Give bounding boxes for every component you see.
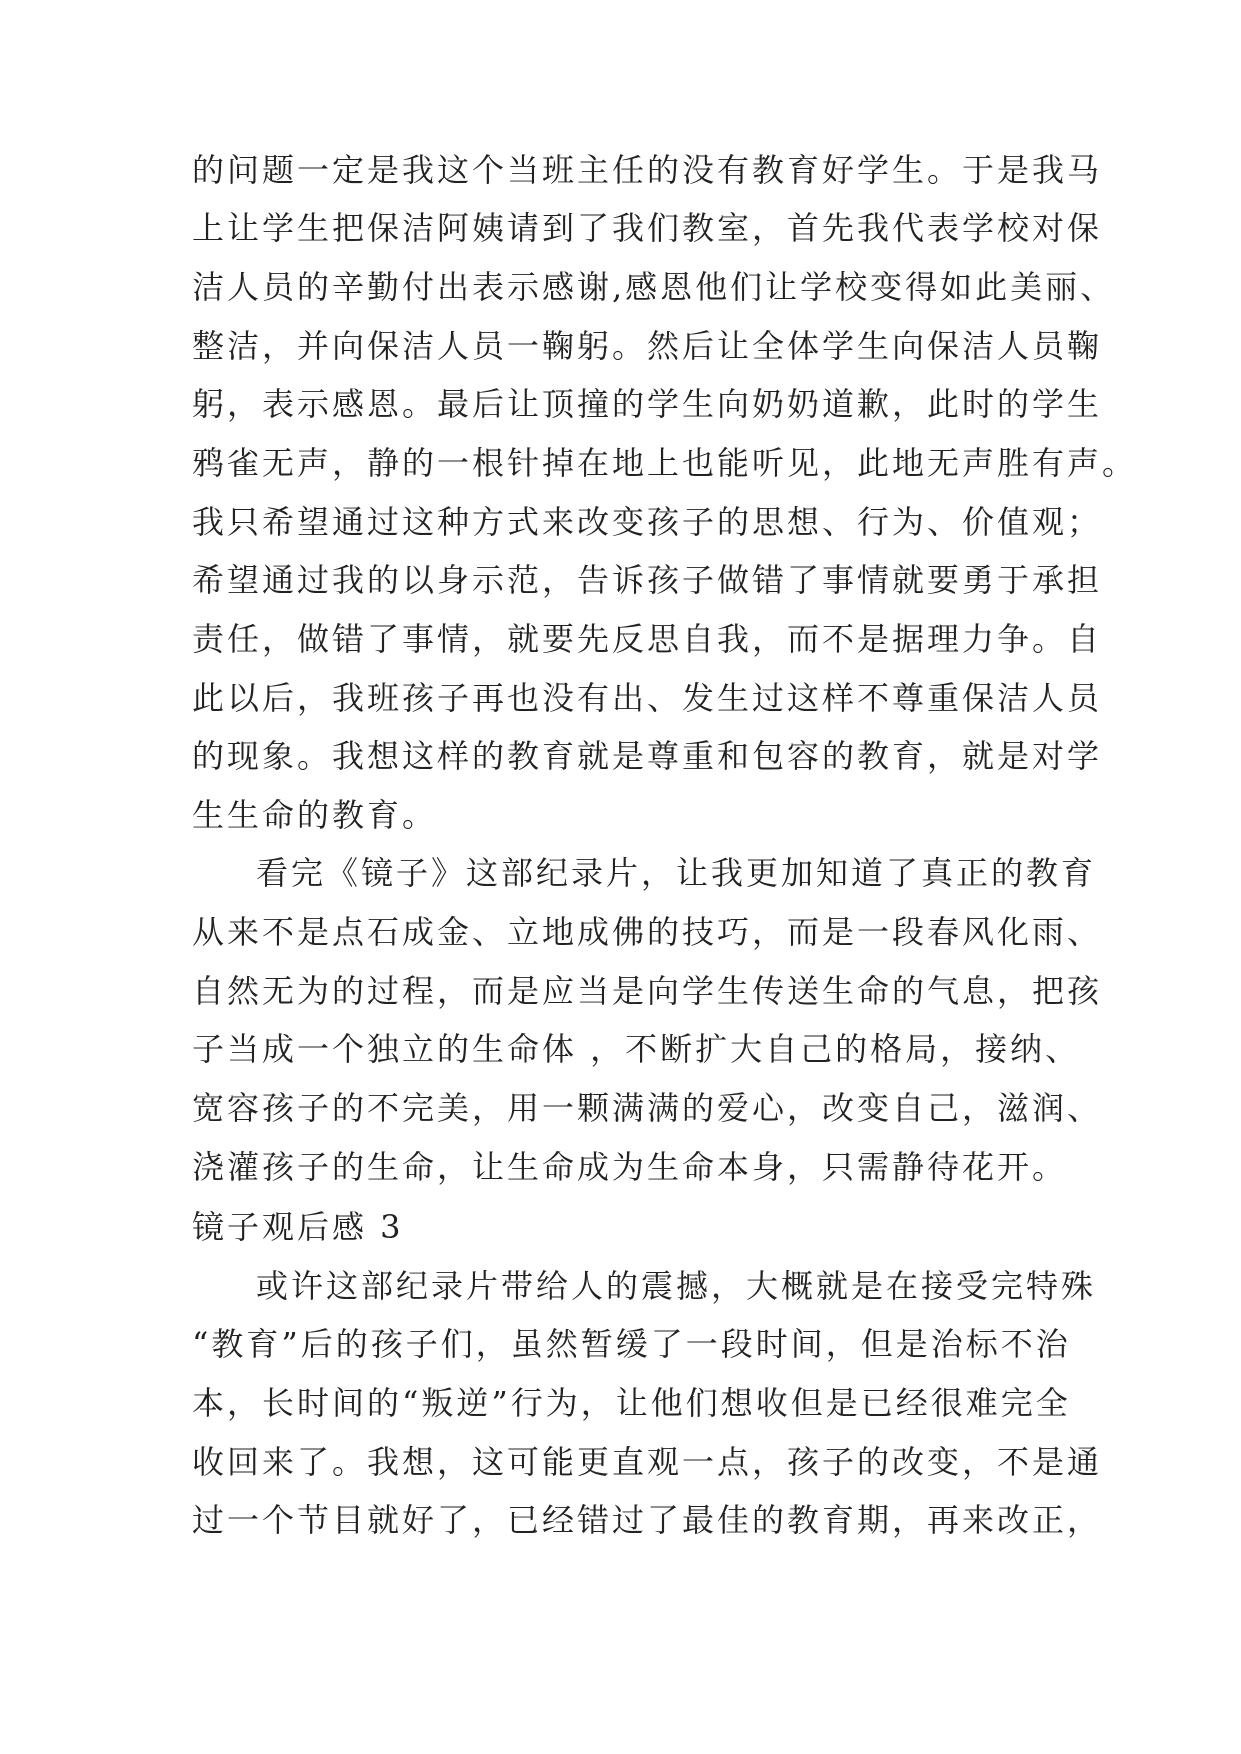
paragraph-line: 我只希望通过这种方式来改变孩子的思想、行为、价值观；: [192, 503, 1103, 541]
paragraph-line: 或许这部纪录片带给人的震撼，大概就是在接受完特殊: [256, 1267, 1097, 1305]
paragraph-line: 上让学生把保洁阿姨请到了我们教室，首先我代表学校对保: [192, 209, 1103, 247]
paragraph-line: 鸦雀无声，静的一根针掉在地上也能听见，此地无声胜有声。: [192, 444, 1138, 482]
paragraph-line: 此以后，我班孩子再也没有出、发生过这样不尊重保洁人员: [192, 679, 1103, 717]
paragraph-line: 过一个节目就好了，已经错过了最佳的教育期，再来改正，: [192, 1501, 1103, 1539]
paragraph-line: 子当成一个独立的生命体 ，不断扩大自己的格局，接纳、: [192, 1030, 1081, 1068]
paragraph-line: 看完《镜子》这部纪录片，让我更加知道了真正的教育: [256, 854, 1097, 892]
paragraph-line: 的现象。我想这样的教育就是尊重和包容的教育，就是对学: [192, 737, 1103, 775]
section-heading: 镜子观后感 3: [192, 1208, 404, 1246]
paragraph-line: 自然无为的过程，而是应当是向学生传送生命的气息，把孩: [192, 972, 1103, 1010]
paragraph-line: 收回来了。我想，这可能更直观一点，孩子的改变，不是通: [192, 1443, 1103, 1481]
paragraph-line: 希望通过我的以身示范，告诉孩子做错了事情就要勇于承担: [192, 561, 1103, 599]
paragraph-line: 浇灌孩子的生命，让生命成为生命本身，只需静待花开。: [192, 1148, 1068, 1186]
paragraph-line: 责任，做错了事情，就要先反思自我，而不是据理力争。自: [192, 620, 1103, 658]
paragraph-line: 的问题一定是我这个当班主任的没有教育好学生。于是我马: [192, 151, 1103, 189]
paragraph-line: 宽容孩子的不完美，用一颗满满的爱心，改变自己，滋润、: [192, 1089, 1103, 1127]
paragraph-line: 从来不是点石成金、立地成佛的技巧，而是一段春风化雨、: [192, 913, 1103, 951]
paragraph-line: 本，长时间的“叛逆”行为，让他们想收但是已经很难完全: [192, 1384, 1071, 1422]
paragraph-line: 躬，表示感恩。最后让顶撞的学生向奶奶道歉，此时的学生: [192, 385, 1103, 423]
paragraph-line: “教育”后的孩子们，虽然暂缓了一段时间，但是治标不治: [192, 1325, 1071, 1363]
paragraph-line: 生生命的教育。: [192, 796, 438, 834]
paragraph-line: 整洁，并向保洁人员一鞠躬。然后让全体学生向保洁人员鞠: [192, 327, 1103, 365]
paragraph-line: 洁人员的辛勤付出表示感谢,感恩他们让学校变得如此美丽、: [192, 268, 1116, 306]
